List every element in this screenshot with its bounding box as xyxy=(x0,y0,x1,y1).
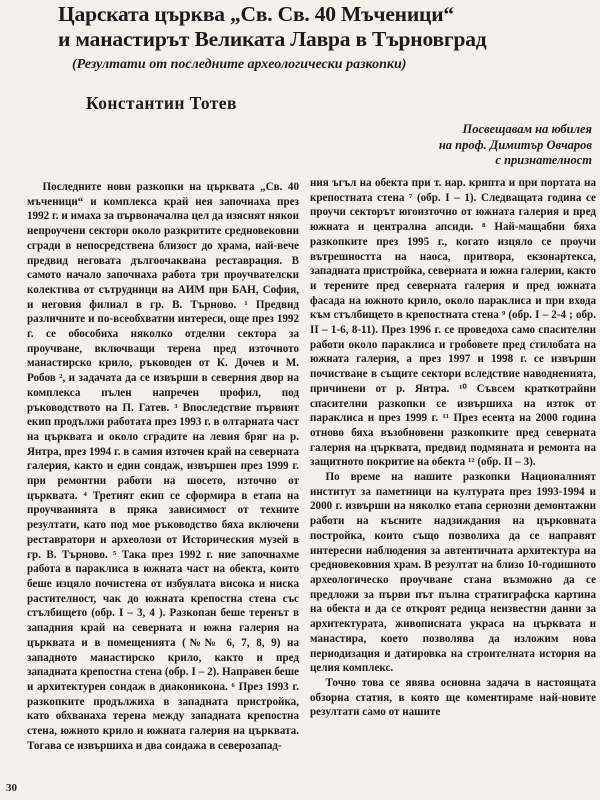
dedication-line-3: с признателност xyxy=(495,153,592,167)
body-paragraph: ния ъгъл на обекта при т. нар. крипта и при портата на крепостната стена ⁷ (обр. I – 1). Следващата година се проучи секторът югоизточно от южната галерия и пред южната и централна апсиди. ⁸ Най-мащабни бяха разкопките през 1995 г., когато изцяло се проучи вътрешността на наоса, притвора, екзонартекса, западната пристройка, северната и южна галерии, както и терените пред северната галерия и пред южната фасада на южното крило, около параклиса и при входа към стълбището в крепостната стена ⁹ (обр. I – 2-4 ; обр. II – 1-6, 8-11). През 1996 г. се проведоха само спасителни работи около параклиса и гробовете пред стилобата на южната галерия, а през 1997 и 1998 г. се извърши почистване в същите сектори вследствие наводненията, причинени от р. Янтра. ¹⁰ Съвсем краткотрайни спасителни разкопки се извършиха на изток от параклиса и през 1999 г. ¹¹ През есента на 2000 година отново бяха възобновени разкопките пред северната галерия на църквата, предвид подмяната и ремонта на защитното покритие на обекта ¹² (обр. II – 3). xyxy=(310,177,596,469)
body-paragraph: По време на нашите разкопки Националният институт за паметници на културата през 1993-1994 и 2000 г. извърши на няколко етапа сериозни демонтажни работи на късните надзиждания на църковната постройка, които също позволиха да се направят интересни наблюдения за автентичната архитектура на средновековния храм. В резултат на близо 10-годишното археологическо проучване стана възможно да се предложи за първи път пълна стратиграфска картина на обекта и да се откроят редица неизвестни данни за архитектурата, живописната украса на църквата и манастира, което позволява да изложим нова периодизация и датировка на строителната история на целия комплекс. xyxy=(310,471,596,675)
right-column xyxy=(310,176,596,782)
dedication-line-2: на проф. Димитър Овчаров xyxy=(438,137,592,152)
left-column xyxy=(27,180,299,786)
dedication xyxy=(292,122,592,169)
title-line-2: и манастирът Великата Лавра в Търновград xyxy=(58,27,487,51)
body-paragraph: Точно това се явява основна задача в настоящата обзорна статия, в която ще коментираме най-новите резултати само от нашите xyxy=(310,676,596,719)
page-number: 30 xyxy=(6,782,17,794)
title-line-1: Царската църква „Св. Св. 40 Мъченици“ xyxy=(58,2,454,26)
dedication-line-1: Посвещавам на юбилея xyxy=(462,122,592,136)
article-title xyxy=(58,2,598,52)
body-paragraph: Последните нови разкопки на църквата „Св. 40 мъченици“ и комплекса край нея започнаха през 1992 г. и имаха за първоначална цел да изяснят някои непроучени сектори около разкритите средновековни сгради в непосредствена близост до храма, най-вече предвид неговата дългоочаквана реставрация. В самото начало започнаха работа три проучвателски колектива от сътрудници на АИМ при БАН, София, и неговия филиал в гр. В. Търново. ¹ Предвид различните и по-всеобхватни интереси, още през 1992 г. се обособиха няколко отделни сектора за проучване, включващи терена пред източното манастирско крило, ръководен от К. Дочев и М. Робов ², и задачата да се извърши в северния двор на комплекса пълен напречен профил, под ръководството на П. Гатев. ³ Впоследствие първият екип продължи работата през 1993 г. в олтарната част на църквата и около сградите на левия бряг на р. Янтра, през 1994 г. в самия източен край на северната галерия, както и един сондаж, извършен през 1999 г. при ремонтни работи на шосето, източно от църквата. ⁴ Третият екип се сформира в етапа на проучванията в пряка зависимост от техните резултати, като под мое ръководство бяха включени реставратори и археолози от Историческия музей в гр. В. Търново. ⁵ Така през 1992 г. ние започнахме работа в параклиса в южната част на обекта, които беше изцяло почистена от избуялата висока и ниска растителност, чак до южната крепостна стена със стълбището (обр. I – 3, 4 ). Разкопан беше теренът в западния край на северната и южна галерия на църквата и в помещенията (№№ 6, 7, 8, 9) на западното манастирско крило, както и пред западната крепостна стена (обр. I – 2). Направен беше и архитектурен сондаж в диаконикона. ⁶ През 1993 г. разкопките продължиха в западната пристройка, като обхванаха терена между западната крепостна стена, южното крило и южната галерия на църквата. Тогава се извършиха и два сондажа в северозапад- xyxy=(27,181,299,752)
author-name: Константин Тотев xyxy=(86,93,237,113)
article-subtitle: (Резултати от последните археологически разкопки) xyxy=(72,57,407,72)
